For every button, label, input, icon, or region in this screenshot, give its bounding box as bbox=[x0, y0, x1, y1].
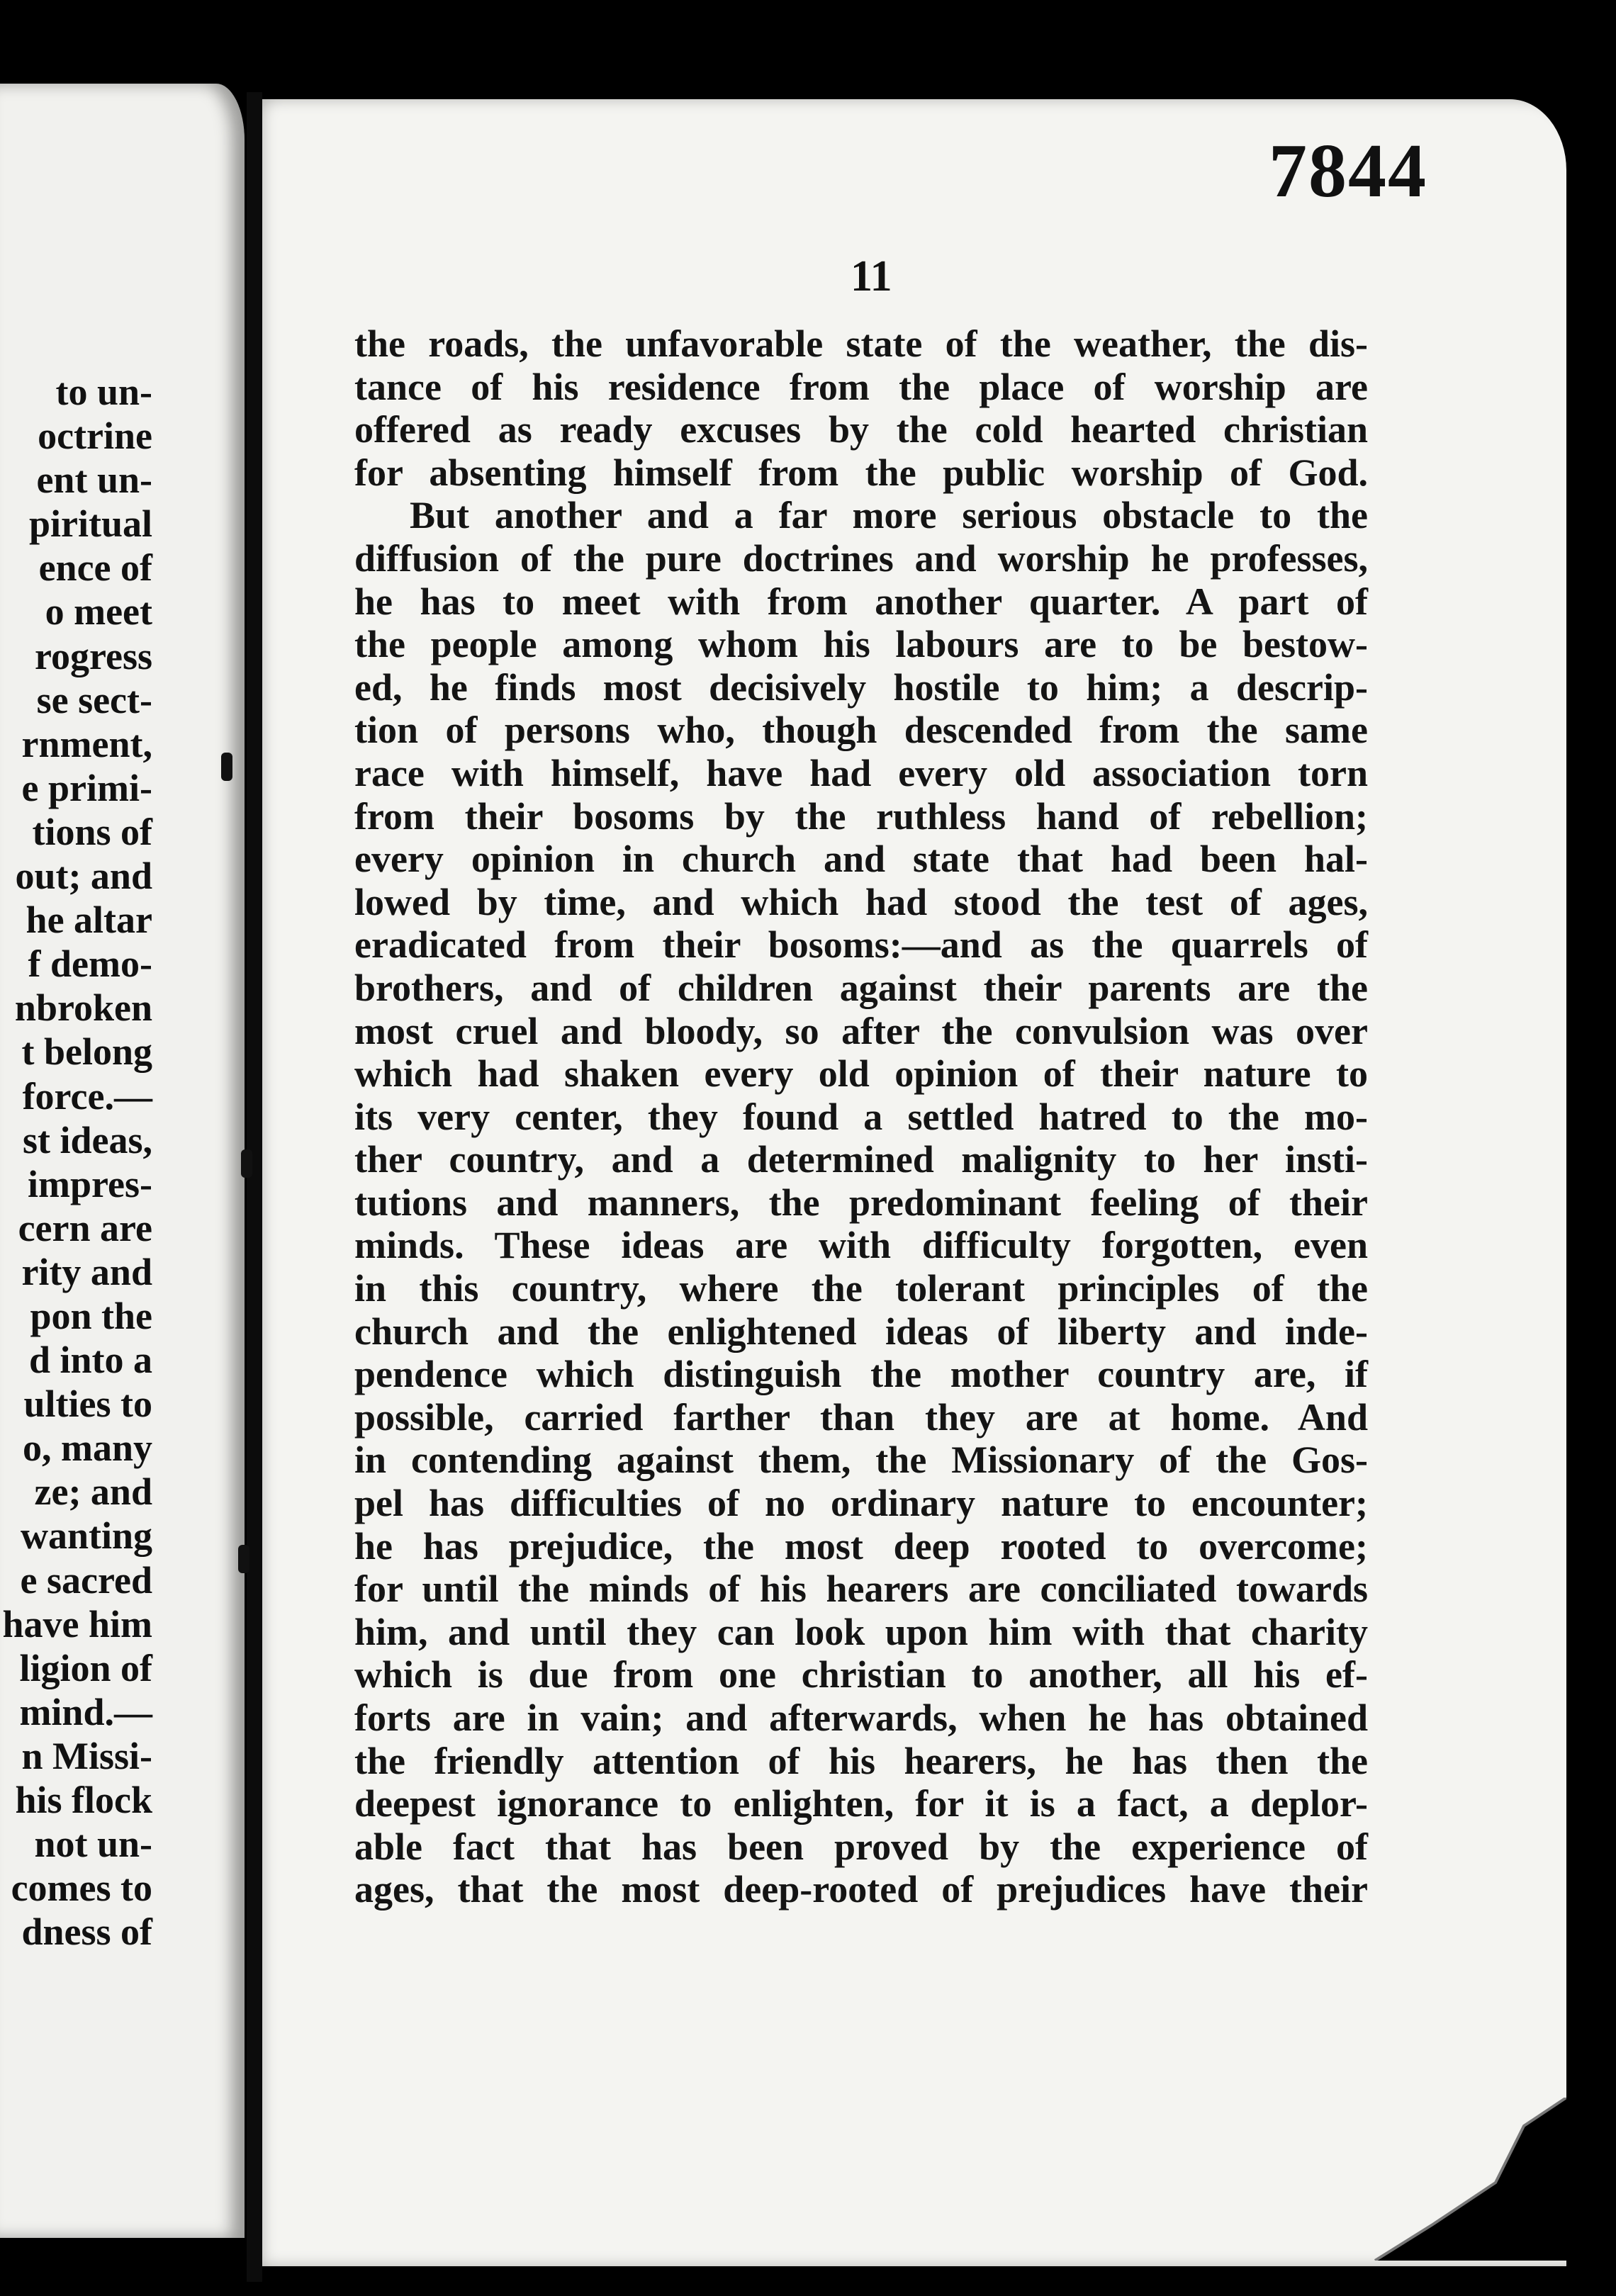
left-line: o meet bbox=[45, 590, 152, 634]
left-line: ulties to bbox=[23, 1383, 152, 1426]
text-line: the friendly attention of his hearers, he has then the bbox=[354, 1739, 1368, 1782]
book-gutter bbox=[247, 92, 262, 2282]
text-line: tion of persons who, though descended from the same bbox=[354, 709, 1368, 752]
page-number: 11 bbox=[851, 252, 892, 300]
left-line: ze; and bbox=[34, 1470, 152, 1514]
text-line: possible, carried farther than they are at home. And bbox=[354, 1395, 1368, 1439]
left-line: impres- bbox=[28, 1162, 152, 1205]
text-line: which had shaken every old opinion of their nature to bbox=[354, 1052, 1368, 1096]
text-line: the roads, the unfavorable state of the weather, the dis- bbox=[354, 322, 1368, 365]
left-line: force.— bbox=[22, 1074, 152, 1118]
text-line: minds. These ideas are with difficulty forgotten, even bbox=[354, 1224, 1368, 1267]
left-line: f demo- bbox=[28, 942, 152, 986]
left-line: nbroken bbox=[14, 986, 152, 1030]
text-line: the people among whom his labours are to be bestow- bbox=[354, 623, 1368, 666]
left-page bbox=[0, 84, 245, 2238]
text-line: he has prejudice, the most deep rooted to overcome; bbox=[354, 1524, 1368, 1568]
text-line: diffusion of the pure doctrines and worship he professes, bbox=[354, 536, 1368, 580]
left-line: dness of bbox=[21, 1910, 152, 1954]
left-page-text bbox=[0, 370, 152, 1954]
text-line: tutions and manners, the predominant feeling of their bbox=[354, 1181, 1368, 1224]
catalog-number: 7844 bbox=[1269, 129, 1427, 213]
left-line: ent un- bbox=[36, 458, 152, 502]
ink-mark bbox=[238, 1545, 249, 1573]
left-line: ligion of bbox=[19, 1646, 152, 1689]
left-line: rity and bbox=[21, 1250, 152, 1293]
left-line: t belong bbox=[21, 1030, 152, 1074]
text-line: forts are in vain; and afterwards, when he has obtained bbox=[354, 1696, 1368, 1739]
left-line: se sect- bbox=[36, 678, 152, 721]
text-line: ther country, and a determined malignity to her insti- bbox=[354, 1138, 1368, 1181]
ink-mark bbox=[221, 753, 232, 781]
text-line: church and the enlightened ideas of liberty and inde- bbox=[354, 1310, 1368, 1353]
left-line: tions of bbox=[32, 810, 152, 853]
text-line: lowed by time, and which had stood the test of ages, bbox=[354, 880, 1368, 923]
left-line: wanting bbox=[20, 1514, 152, 1558]
text-line: ed, he finds most decisively hostile to him; a descrip- bbox=[354, 665, 1368, 709]
left-line: e sacred bbox=[20, 1558, 152, 1602]
text-line: its very center, they found a settled hatred to the mo- bbox=[354, 1095, 1368, 1138]
text-line: able fact that has been proved by the experience of bbox=[354, 1825, 1368, 1868]
ink-mark bbox=[241, 1149, 252, 1178]
left-line: out; and bbox=[15, 855, 152, 898]
text-line: ages, that the most deep-rooted of prejudices have their bbox=[354, 1868, 1368, 1911]
left-line: rogress bbox=[35, 634, 152, 677]
left-line: d into a bbox=[28, 1339, 152, 1382]
text-line: for until the minds of his hearers are conciliated towards bbox=[354, 1568, 1368, 1611]
text-line: in contending against them, the Missionary of the Gos- bbox=[354, 1439, 1368, 1482]
left-line: his flock bbox=[15, 1779, 152, 1821]
text-line: which is due from one christian to another, all his ef- bbox=[354, 1653, 1368, 1696]
text-line: for absenting himself from the public worship of God. bbox=[354, 451, 1368, 494]
text-line: most cruel and bloody, so after the convulsion was over bbox=[354, 1009, 1368, 1052]
text-line: he has to meet with from another quarter. A part of bbox=[354, 580, 1368, 623]
text-line: eradicated from their bosoms:—and as the quarrels of bbox=[354, 923, 1368, 967]
torn-corner-shape bbox=[1347, 2098, 1566, 2261]
text-line: pendence which distinguish the mother country are, if bbox=[354, 1353, 1368, 1396]
text-line: brothers, and of children against their parents are the bbox=[354, 966, 1368, 1009]
text-line: in this country, where the tolerant principles of the bbox=[354, 1267, 1368, 1310]
text-line: race with himself, have had every old association torn bbox=[354, 751, 1368, 794]
left-line: st ideas, bbox=[22, 1118, 152, 1161]
text-line: deepest ignorance to enlighten, for it is a fact, a deplor- bbox=[354, 1782, 1368, 1825]
left-line: piritual bbox=[28, 502, 152, 546]
left-line: not un- bbox=[34, 1823, 152, 1866]
text-line: tance of his residence from the place of worship are bbox=[354, 365, 1368, 408]
text-line: every opinion in church and state that had been hal- bbox=[354, 838, 1368, 881]
left-line: comes to bbox=[11, 1867, 152, 1910]
left-line: to un- bbox=[55, 371, 152, 413]
left-line: ence of bbox=[38, 546, 152, 590]
left-line: octrine bbox=[38, 415, 152, 458]
left-line: e primi- bbox=[21, 766, 152, 809]
text-line: pel has difficulties of no ordinary nature to encounter; bbox=[354, 1482, 1368, 1525]
text-line: offered as ready excuses by the cold hearted christian bbox=[354, 408, 1368, 451]
body-text bbox=[354, 322, 1368, 1911]
left-line: rnment, bbox=[21, 722, 152, 765]
text-line: him, and until they can look upon him with that charity bbox=[354, 1610, 1368, 1653]
left-line: cern are bbox=[18, 1206, 152, 1249]
text-line: from their bosoms by the ruthless hand of rebellion; bbox=[354, 794, 1368, 838]
left-line: n Missi- bbox=[21, 1734, 152, 1777]
left-line: mind.— bbox=[19, 1690, 152, 1733]
left-line: pon the bbox=[30, 1294, 152, 1337]
left-line: have him bbox=[2, 1602, 152, 1645]
left-line: he altar bbox=[26, 899, 152, 942]
paragraph-start-line: But another and a far more serious obstacle to the bbox=[410, 494, 1368, 537]
left-line: o, many bbox=[22, 1426, 152, 1470]
